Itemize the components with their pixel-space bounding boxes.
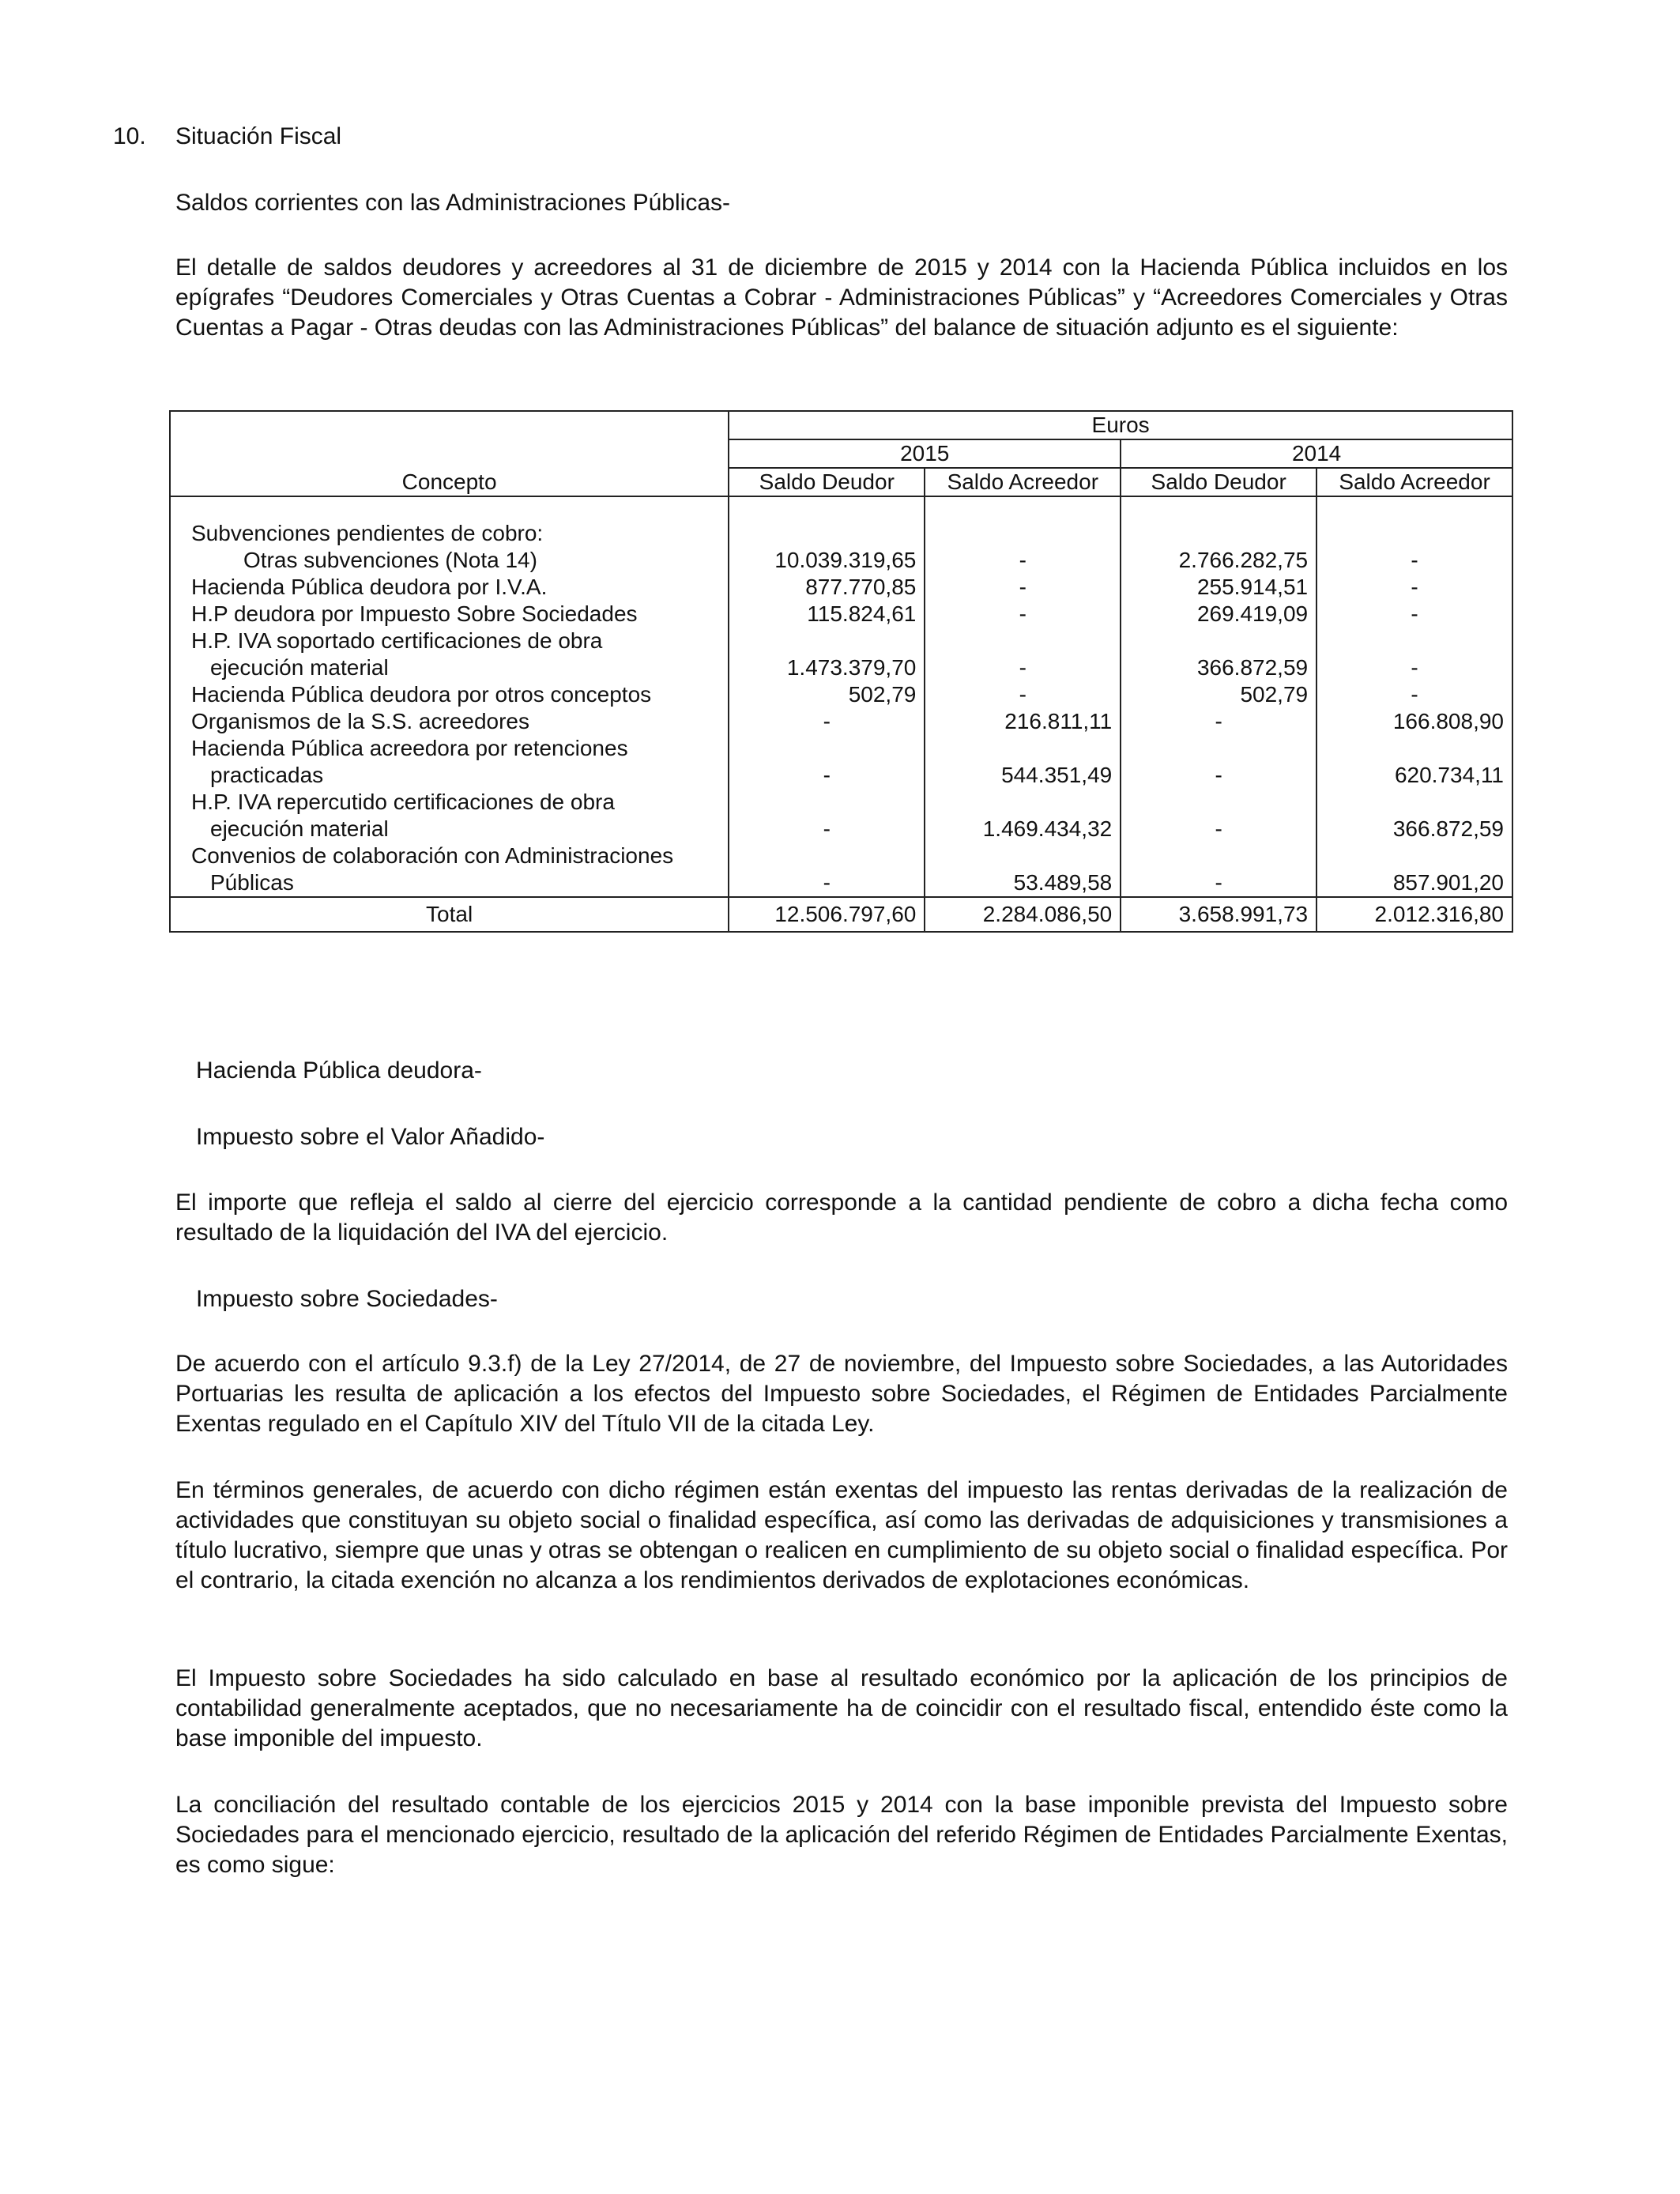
table-row — [170, 843, 1512, 897]
spacer-row — [170, 496, 1512, 520]
row-concept: Otras subvenciones (Nota 14) — [243, 548, 537, 572]
row-concept-line1: Convenios de colaboración con Administraciones — [191, 843, 674, 868]
cell-acreedor-2015: - — [925, 574, 1121, 601]
total-deudor-2014: 3.658.991,73 — [1121, 897, 1317, 932]
cell-deudor-2015: - — [729, 843, 925, 897]
table-row — [170, 601, 1512, 628]
cell-deudor-2014: 269.419,09 — [1121, 601, 1317, 628]
cell-deudor-2014: 2.766.282,75 — [1121, 520, 1317, 574]
row-concept: Organismos de la S.S. acreedores — [170, 708, 729, 735]
total-label: Total — [170, 897, 729, 932]
header-acreedor-2015: Saldo Acreedor — [925, 468, 1121, 496]
table-row — [170, 789, 1512, 843]
cell-deudor-2015: 877.770,85 — [729, 574, 925, 601]
cell-acreedor-2015: - — [925, 520, 1121, 574]
cell-deudor-2014: - — [1121, 789, 1317, 843]
cell-deudor-2015: 1.473.379,70 — [729, 628, 925, 681]
section-number: 10. — [113, 123, 146, 149]
table-row — [170, 628, 1512, 681]
row-concept-line1: Hacienda Pública acreedora por retenciones — [191, 736, 628, 760]
row-concept-line1: H.P. IVA repercutido certificaciones de obra — [191, 790, 615, 814]
iva-paragraph: El importe que refleja el saldo al cierre del ejercicio corresponde a la cantidad pendiente de cobro a dicha fecha como resultado de la liquidación del IVA del ejercicio. — [175, 1189, 1508, 1246]
cell-deudor-2014: - — [1121, 708, 1317, 735]
total-deudor-2015: 12.506.797,60 — [729, 897, 925, 932]
cell-deudor-2014: 366.872,59 — [1121, 628, 1317, 681]
cell-acreedor-2014: 366.872,59 — [1317, 789, 1512, 843]
cell-acreedor-2015: 216.811,11 — [925, 708, 1121, 735]
header-concept: Concepto — [170, 411, 729, 496]
header-deudor-2015: Saldo Deudor — [729, 468, 925, 496]
cell-acreedor-2015: 53.489,58 — [925, 843, 1121, 897]
cell-deudor-2015: 10.039.319,65 — [729, 520, 925, 574]
balances-table — [169, 410, 1513, 933]
row-concept: H.P deudora por Impuesto Sobre Sociedades — [170, 601, 729, 628]
paragraph-1: De acuerdo con el artículo 9.3.f) de la Ley 27/2014, de 27 de noviembre, del Impuesto sobre Sociedades, a las Autoridades Portuarias les resulta de aplicación a los efectos del Impuesto sobre Sociedades, el Régimen de Entidades Parcialmente Exentas regulado en el Capítulo XIV del Título VII de la citada Ley. — [175, 1351, 1508, 1437]
cell-deudor-2014: 502,79 — [1121, 681, 1317, 708]
iva-heading: Impuesto sobre el Valor Añadido- — [196, 1124, 545, 1150]
cell-deudor-2014: 255.914,51 — [1121, 574, 1317, 601]
header-year-2014: 2014 — [1121, 439, 1512, 468]
cell-deudor-2015: - — [729, 789, 925, 843]
row-concept-line2: Públicas — [210, 870, 294, 895]
header-year-2015: 2015 — [729, 439, 1121, 468]
cell-acreedor-2014: - — [1317, 681, 1512, 708]
header-deudor-2014: Saldo Deudor — [1121, 468, 1317, 496]
row-concept: Hacienda Pública deudora por I.V.A. — [170, 574, 729, 601]
cell-acreedor-2014: 166.808,90 — [1317, 708, 1512, 735]
table-row — [170, 735, 1512, 789]
cell-acreedor-2015: - — [925, 628, 1121, 681]
table-row — [170, 708, 1512, 735]
row-concept-line2: practicadas — [210, 763, 324, 787]
table-row — [170, 681, 1512, 708]
cell-acreedor-2014: 620.734,11 — [1317, 735, 1512, 789]
subtitle: Saldos corrientes con las Administraciones Públicas- — [175, 190, 730, 216]
paragraph-2: En términos generales, de acuerdo con dicho régimen están exentas del impuesto las rentas derivadas de la realización de actividades que constituyan su objeto social o finalidad específica, así como las derivadas de adquisiciones y transmisiones a título lucrativo, siempre que unas y otras se obtengan o realicen en cumplimiento de su objeto social o finalidad específica. Por el contrario, la citada exención no alcanza a los rendimientos derivados de explotaciones económicas. — [175, 1477, 1508, 1593]
cell-acreedor-2014: - — [1317, 628, 1512, 681]
cell-deudor-2015: 502,79 — [729, 681, 925, 708]
table-row — [170, 520, 1512, 574]
row-group-label: Subvenciones pendientes de cobro: — [191, 521, 544, 545]
total-acreedor-2014: 2.012.316,80 — [1317, 897, 1512, 932]
cell-deudor-2014: - — [1121, 843, 1317, 897]
hp-deudora-heading: Hacienda Pública deudora- — [196, 1057, 482, 1084]
header-currency: Euros — [729, 411, 1512, 439]
cell-acreedor-2015: - — [925, 601, 1121, 628]
header-acreedor-2014: Saldo Acreedor — [1317, 468, 1512, 496]
row-concept-line2: ejecución material — [210, 655, 389, 680]
cell-acreedor-2015: - — [925, 681, 1121, 708]
cell-acreedor-2014: - — [1317, 601, 1512, 628]
cell-acreedor-2014: 857.901,20 — [1317, 843, 1512, 897]
cell-acreedor-2014: - — [1317, 520, 1512, 574]
table-row — [170, 574, 1512, 601]
paragraph-3: El Impuesto sobre Sociedades ha sido calculado en base al resultado económico por la aplicación de los principios de contabilidad generalmente aceptados, que no necesariamente ha de coincidir con el resultado fiscal, entendido éste como la base imponible del impuesto. — [175, 1665, 1508, 1751]
cell-acreedor-2015: 1.469.434,32 — [925, 789, 1121, 843]
intro-paragraph: El detalle de saldos deudores y acreedores al 31 de diciembre de 2015 y 2014 con la Hacienda Pública incluidos en los epígrafes “Deudores Comerciales y Otras Cuentas a Cobrar - Administraciones Públicas” y “Acreedores Comerciales y Otras Cuentas a Pagar - Otras deudas con las Administraciones Públicas” del balance de situación adjunto es el siguiente: — [175, 254, 1508, 341]
cell-deudor-2015: - — [729, 708, 925, 735]
row-concept-line1: H.P. IVA soportado certificaciones de obra — [191, 628, 603, 653]
total-acreedor-2015: 2.284.086,50 — [925, 897, 1121, 932]
row-concept: Hacienda Pública deudora por otros conceptos — [170, 681, 729, 708]
cell-deudor-2015: - — [729, 735, 925, 789]
total-row — [170, 897, 1512, 932]
cell-deudor-2014: - — [1121, 735, 1317, 789]
section-title: Situación Fiscal — [175, 123, 342, 149]
cell-deudor-2015: 115.824,61 — [729, 601, 925, 628]
cell-acreedor-2015: 544.351,49 — [925, 735, 1121, 789]
paragraph-4: La conciliación del resultado contable de los ejercicios 2015 y 2014 con la base imponible prevista del Impuesto sobre Sociedades para el mencionado ejercicio, resultado de la aplicación del referido Régimen de Entidades Parcialmente Exentas, es como sigue: — [175, 1792, 1508, 1878]
is-heading: Impuesto sobre Sociedades- — [196, 1286, 498, 1312]
cell-acreedor-2014: - — [1317, 574, 1512, 601]
row-concept-line2: ejecución material — [210, 816, 389, 841]
